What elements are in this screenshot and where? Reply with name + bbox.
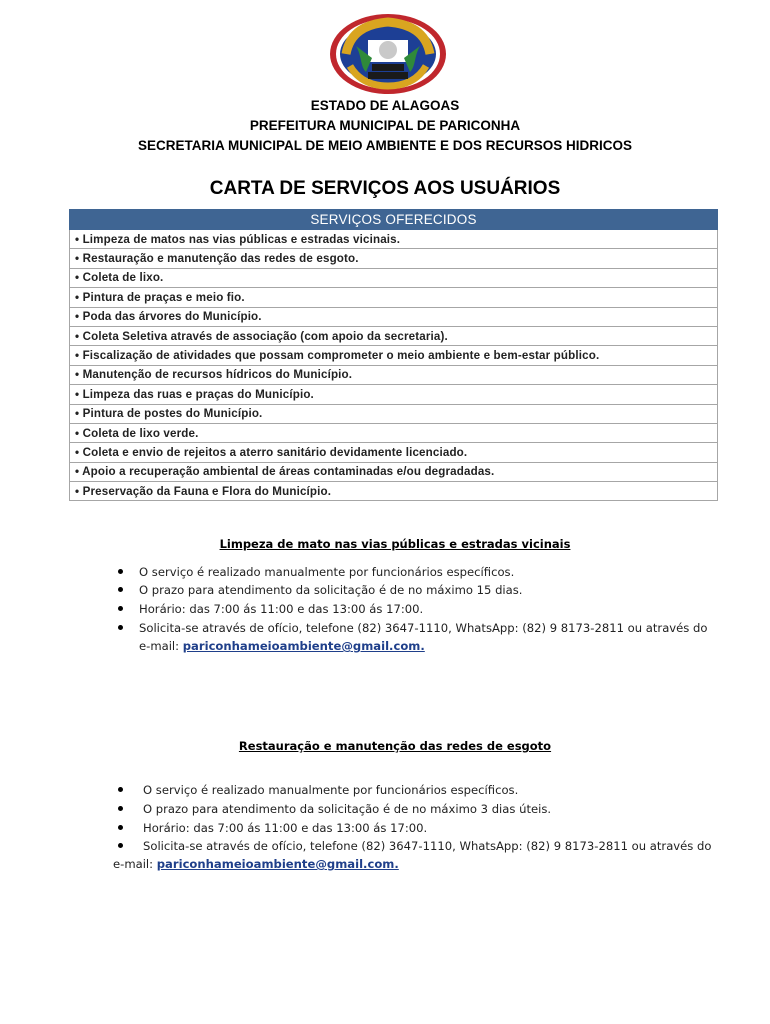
list-item: Solicita-se através de ofício, telefone (82) 3647-1110, WhatsApp: (82) 9 8173-2811 ou através do	[139, 621, 708, 635]
header-prefecture: PREFEITURA MUNICIPAL DE PARICONHA	[249, 118, 521, 133]
list-item: O prazo para atendimento da solicitação é de no máximo 3 dias úteis.	[143, 802, 552, 816]
services-table	[69, 209, 718, 501]
email-link[interactable]: pariconhameioambiente@gmail.com.	[156, 857, 399, 871]
email-link[interactable]: pariconhameioambiente@gmail.com.	[182, 639, 425, 653]
service-row: • Preservação da Fauna e Flora do Município.	[70, 482, 718, 501]
service-row: • Apoio a recuperação ambiental de áreas contaminadas e/ou degradadas.	[70, 462, 718, 481]
service-row: • Restauração e manutenção das redes de esgoto.	[70, 249, 718, 268]
service-row: • Manutenção de recursos hídricos do Município.	[70, 365, 718, 384]
service-row: • Coleta e envio de rejeitos a aterro sanitário devidamente licenciado.	[70, 443, 718, 462]
list-item: O serviço é realizado manualmente por funcionários específicos.	[143, 783, 519, 797]
list-item: O serviço é realizado manualmente por funcionários específicos.	[139, 565, 515, 579]
service-row: • Poda das árvores do Município.	[70, 307, 718, 326]
service-row: • Limpeza das ruas e praças do Município.	[70, 385, 718, 404]
section-title-esgoto: Restauração e manutenção das redes de esgoto	[238, 739, 552, 753]
email-prefix: e-mail:	[139, 639, 183, 653]
email-line	[139, 639, 425, 653]
service-row: • Coleta Seletiva através de associação (com apoio da secretaria).	[70, 326, 718, 345]
service-row: • Coleta de lixo verde.	[70, 423, 718, 442]
service-row: • Pintura de postes do Município.	[70, 404, 718, 423]
document-title: CARTA DE SERVIÇOS AOS USUÁRIOS	[209, 178, 561, 199]
service-row: • Coleta de lixo.	[70, 268, 718, 287]
email-prefix: e-mail:	[113, 857, 157, 871]
service-row: • Pintura de praças e meio fio.	[70, 288, 718, 307]
list-item: Horário: das 7:00 ás 11:00 e das 13:00 ás 17:00.	[143, 821, 428, 835]
list-item: O prazo para atendimento da solicitação é de no máximo 15 dias.	[139, 583, 523, 597]
list-item: Solicita-se através de ofício, telefone (82) 3647-1110, WhatsApp: (82) 9 8173-2811 ou através do	[143, 839, 712, 853]
email-line	[113, 857, 399, 871]
header-state: ESTADO DE ALAGOAS	[310, 98, 460, 113]
municipal-seal-logo	[328, 10, 448, 96]
services-table-header: SERVIÇOS OFERECIDOS	[70, 210, 718, 230]
service-row: • Limpeza de matos nas vias públicas e estradas vicinais.	[70, 230, 718, 249]
list-item: Horário: das 7:00 ás 11:00 e das 13:00 ás 17:00.	[139, 602, 424, 616]
section-title-limpeza: Limpeza de mato nas vias públicas e estradas vicinais	[219, 537, 571, 551]
service-row: • Fiscalização de atividades que possam comprometer o meio ambiente e bem-estar público.	[70, 346, 718, 365]
header-secretariat: SECRETARIA MUNICIPAL DE MEIO AMBIENTE E DOS RECURSOS HIDRICOS	[137, 138, 633, 153]
